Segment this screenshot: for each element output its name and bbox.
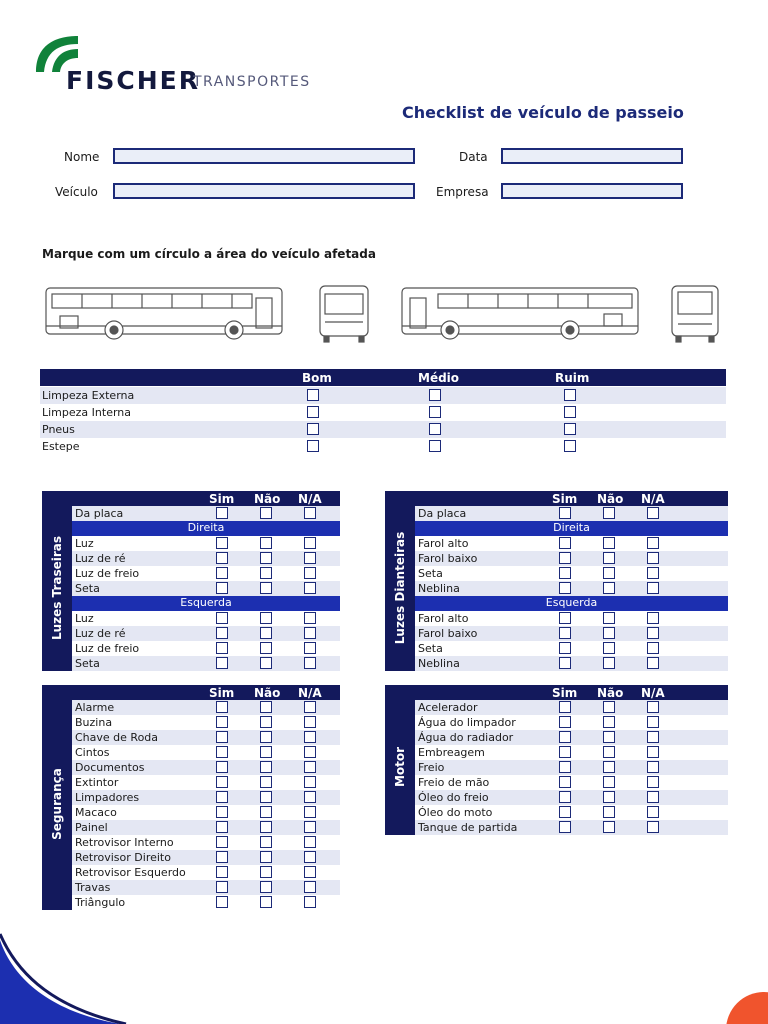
row-label: Freio	[418, 761, 445, 774]
na-checkbox[interactable]	[304, 836, 316, 848]
sim-checkbox[interactable]	[216, 776, 228, 788]
na-checkbox[interactable]	[647, 821, 659, 833]
instruction-text: Marque com um círculo a área do veículo afetada	[42, 247, 376, 261]
table-row	[415, 641, 728, 656]
row-label: Travas	[75, 881, 111, 894]
row-label: Água do radiador	[418, 731, 514, 744]
sim-checkbox[interactable]	[216, 537, 228, 549]
row-label: Acelerador	[418, 701, 478, 714]
nao-checkbox[interactable]	[260, 537, 272, 549]
na-checkbox[interactable]	[304, 821, 316, 833]
col-sim: Sim	[209, 686, 235, 700]
sim-checkbox[interactable]	[216, 866, 228, 878]
section-title: Segurança	[50, 768, 64, 840]
nao-checkbox[interactable]	[260, 716, 272, 728]
na-checkbox[interactable]	[304, 866, 316, 878]
sim-checkbox[interactable]	[216, 761, 228, 773]
col-sim: Sim	[552, 492, 578, 506]
sim-checkbox[interactable]	[216, 582, 228, 594]
corner-circle-decoration	[724, 990, 768, 1024]
table-row	[415, 581, 728, 596]
sim-checkbox[interactable]	[216, 821, 228, 833]
nao-checkbox[interactable]	[260, 836, 272, 848]
nao-checkbox[interactable]	[603, 701, 615, 713]
page-title: Checklist de veículo de passeio	[402, 103, 684, 122]
sim-checkbox[interactable]	[216, 612, 228, 624]
nao-checkbox[interactable]	[603, 716, 615, 728]
sim-checkbox[interactable]	[216, 731, 228, 743]
sim-checkbox[interactable]	[216, 836, 228, 848]
table-row	[72, 611, 340, 626]
na-checkbox[interactable]	[647, 806, 659, 818]
sim-checkbox[interactable]	[559, 746, 571, 758]
na-checkbox[interactable]	[304, 776, 316, 788]
sim-checkbox[interactable]	[559, 552, 571, 564]
na-checkbox[interactable]	[647, 761, 659, 773]
brand-tagline: TRANSPORTES	[193, 74, 311, 90]
date-label: Data	[459, 150, 488, 164]
nao-checkbox[interactable]	[603, 821, 615, 833]
sim-checkbox[interactable]	[216, 642, 228, 654]
nao-checkbox[interactable]	[260, 806, 272, 818]
col-na: N/A	[641, 686, 665, 700]
row-label: Embreagem	[418, 746, 485, 759]
sim-checkbox[interactable]	[559, 731, 571, 743]
col-na: N/A	[298, 492, 322, 506]
na-checkbox[interactable]	[304, 657, 316, 669]
sim-checkbox[interactable]	[216, 716, 228, 728]
row-label: Retrovisor Interno	[75, 836, 174, 849]
panel-header	[42, 685, 340, 700]
table-row	[40, 387, 726, 404]
nao-checkbox[interactable]	[260, 761, 272, 773]
row-label: Água do limpador	[418, 716, 516, 729]
na-checkbox[interactable]	[304, 701, 316, 713]
table-row	[72, 715, 340, 730]
vehicle-diagram[interactable]	[42, 280, 732, 344]
na-checkbox[interactable]	[304, 627, 316, 639]
bom-checkbox[interactable]	[307, 440, 319, 452]
table-row	[40, 438, 726, 455]
nao-checkbox[interactable]	[260, 821, 272, 833]
row-label: Documentos	[75, 761, 145, 774]
nao-checkbox[interactable]	[603, 806, 615, 818]
sim-checkbox[interactable]	[216, 627, 228, 639]
na-checkbox[interactable]	[647, 776, 659, 788]
table-row	[72, 536, 340, 551]
row-label: Neblina	[418, 582, 460, 595]
sim-checkbox[interactable]	[559, 567, 571, 579]
na-checkbox[interactable]	[647, 746, 659, 758]
row-label: Tanque de partida	[418, 821, 518, 834]
nao-checkbox[interactable]	[603, 761, 615, 773]
nao-checkbox[interactable]	[260, 881, 272, 893]
row-label: Luz	[75, 612, 94, 625]
brand-name: FISCHER	[66, 66, 200, 95]
sim-checkbox[interactable]	[216, 806, 228, 818]
medio-checkbox[interactable]	[429, 389, 441, 401]
sim-checkbox[interactable]	[216, 552, 228, 564]
nao-checkbox[interactable]	[260, 866, 272, 878]
na-checkbox[interactable]	[647, 716, 659, 728]
sim-checkbox[interactable]	[559, 821, 571, 833]
ruim-checkbox[interactable]	[564, 406, 576, 418]
row-label: Seta	[418, 567, 443, 580]
na-checkbox[interactable]	[647, 612, 659, 624]
section-title: Motor	[393, 746, 407, 787]
nao-checkbox[interactable]	[260, 552, 272, 564]
condition-header	[40, 369, 726, 386]
sim-checkbox[interactable]	[559, 582, 571, 594]
sim-checkbox[interactable]	[559, 627, 571, 639]
nao-checkbox[interactable]	[603, 657, 615, 669]
nao-checkbox[interactable]	[260, 567, 272, 579]
sim-checkbox[interactable]	[216, 896, 228, 908]
na-checkbox[interactable]	[647, 537, 659, 549]
vehicle-field[interactable]	[113, 183, 415, 199]
col-nao: Não	[597, 492, 624, 506]
nao-checkbox[interactable]	[603, 627, 615, 639]
row-label: Farol alto	[418, 612, 469, 625]
na-checkbox[interactable]	[304, 731, 316, 743]
sim-checkbox[interactable]	[216, 791, 228, 803]
medio-checkbox[interactable]	[429, 423, 441, 435]
row-label: Luz	[75, 537, 94, 550]
na-checkbox[interactable]	[304, 896, 316, 908]
subsection-header: Esquerda	[415, 596, 728, 611]
na-checkbox[interactable]	[304, 716, 316, 728]
medio-checkbox[interactable]	[429, 440, 441, 452]
section-title: Luzes Traseiras	[50, 535, 64, 640]
sim-checkbox[interactable]	[559, 716, 571, 728]
row-label: Óleo do freio	[418, 791, 489, 804]
subsection-header: Direita	[72, 521, 340, 536]
col-sim: Sim	[209, 492, 235, 506]
col-nao: Não	[597, 686, 624, 700]
na-checkbox[interactable]	[304, 567, 316, 579]
nao-checkbox[interactable]	[260, 701, 272, 713]
bus-side-left	[46, 288, 282, 339]
row-label: Pneus	[42, 423, 75, 436]
subsection-header: Direita	[415, 521, 728, 536]
na-checkbox[interactable]	[304, 642, 316, 654]
name-field[interactable]	[113, 148, 415, 164]
nao-checkbox[interactable]	[603, 507, 615, 519]
sim-checkbox[interactable]	[559, 537, 571, 549]
nao-checkbox[interactable]	[603, 746, 615, 758]
table-row	[40, 404, 726, 421]
na-checkbox[interactable]	[647, 731, 659, 743]
na-checkbox[interactable]	[647, 791, 659, 803]
nao-checkbox[interactable]	[603, 537, 615, 549]
sim-checkbox[interactable]	[559, 612, 571, 624]
nao-checkbox[interactable]	[260, 582, 272, 594]
subsection-header: Esquerda	[72, 596, 340, 611]
nao-checkbox[interactable]	[603, 731, 615, 743]
nao-checkbox[interactable]	[260, 746, 272, 758]
na-checkbox[interactable]	[647, 507, 659, 519]
sim-checkbox[interactable]	[216, 507, 228, 519]
ruim-checkbox[interactable]	[564, 389, 576, 401]
table-row	[415, 656, 728, 671]
col-medio: Médio	[418, 371, 460, 385]
nao-checkbox[interactable]	[603, 612, 615, 624]
table-row	[72, 820, 340, 835]
na-checkbox[interactable]	[304, 507, 316, 519]
nao-checkbox[interactable]	[603, 642, 615, 654]
row-label: Seta	[75, 582, 100, 595]
na-checkbox[interactable]	[304, 761, 316, 773]
na-checkbox[interactable]	[304, 537, 316, 549]
bom-checkbox[interactable]	[307, 389, 319, 401]
nao-checkbox[interactable]	[260, 507, 272, 519]
row-label: Painel	[75, 821, 108, 834]
ruim-checkbox[interactable]	[564, 440, 576, 452]
row-label: Cintos	[75, 746, 110, 759]
row-label: Buzina	[75, 716, 113, 729]
bom-checkbox[interactable]	[307, 406, 319, 418]
na-checkbox[interactable]	[304, 612, 316, 624]
sim-checkbox[interactable]	[559, 791, 571, 803]
bus-side-right	[402, 288, 638, 339]
row-label: Neblina	[418, 657, 460, 670]
nao-checkbox[interactable]	[260, 612, 272, 624]
table-row	[72, 880, 340, 895]
na-checkbox[interactable]	[647, 701, 659, 713]
col-na: N/A	[298, 686, 322, 700]
row-label: Limpadores	[75, 791, 140, 804]
nao-checkbox[interactable]	[260, 642, 272, 654]
row-label: Luz de freio	[75, 642, 140, 655]
panel-header	[42, 491, 340, 506]
bus-front	[320, 286, 368, 342]
table-row	[415, 760, 728, 775]
na-checkbox[interactable]	[647, 627, 659, 639]
na-checkbox[interactable]	[647, 567, 659, 579]
bom-checkbox[interactable]	[307, 423, 319, 435]
row-label: Freio de mão	[418, 776, 490, 789]
sim-checkbox[interactable]	[216, 567, 228, 579]
sim-checkbox[interactable]	[559, 642, 571, 654]
table-row	[72, 656, 340, 671]
vehicle-label: Veículo	[55, 185, 98, 199]
table-row	[72, 745, 340, 760]
col-na: N/A	[641, 492, 665, 506]
sim-checkbox[interactable]	[559, 761, 571, 773]
name-label: Nome	[64, 150, 100, 164]
row-label: Extintor	[75, 776, 119, 789]
na-checkbox[interactable]	[647, 657, 659, 669]
sim-checkbox[interactable]	[216, 701, 228, 713]
na-checkbox[interactable]	[647, 582, 659, 594]
medio-checkbox[interactable]	[429, 406, 441, 418]
nao-checkbox[interactable]	[260, 731, 272, 743]
nao-checkbox[interactable]	[603, 552, 615, 564]
row-label: Luz de ré	[75, 552, 126, 565]
row-label: Luz de freio	[75, 567, 140, 580]
sim-checkbox[interactable]	[216, 657, 228, 669]
na-checkbox[interactable]	[304, 746, 316, 758]
col-nao: Não	[254, 492, 281, 506]
date-field[interactable]	[501, 148, 683, 164]
na-checkbox[interactable]	[304, 791, 316, 803]
sim-checkbox[interactable]	[559, 507, 571, 519]
row-label: Óleo do moto	[418, 806, 493, 819]
sim-checkbox[interactable]	[216, 851, 228, 863]
sim-checkbox[interactable]	[559, 657, 571, 669]
na-checkbox[interactable]	[304, 806, 316, 818]
sim-checkbox[interactable]	[216, 746, 228, 758]
row-label: Estepe	[42, 440, 80, 453]
corner-wave-decoration	[0, 930, 130, 1024]
row-label: Retrovisor Direito	[75, 851, 171, 864]
sim-checkbox[interactable]	[559, 806, 571, 818]
row-label: Chave de Roda	[75, 731, 159, 744]
row-label: Farol baixo	[418, 552, 478, 565]
row-label: Luz de ré	[75, 627, 126, 640]
sim-checkbox[interactable]	[216, 881, 228, 893]
col-ruim: Ruim	[555, 371, 590, 385]
row-label: Limpeza Externa	[42, 389, 135, 402]
row-label: Da placa	[75, 507, 124, 520]
ruim-checkbox[interactable]	[564, 423, 576, 435]
nao-checkbox[interactable]	[603, 776, 615, 788]
row-label: Farol baixo	[418, 627, 478, 640]
row-label: Retrovisor Esquerdo	[75, 866, 186, 879]
table-row	[40, 421, 726, 438]
nao-checkbox[interactable]	[260, 627, 272, 639]
na-checkbox[interactable]	[647, 642, 659, 654]
na-checkbox[interactable]	[647, 552, 659, 564]
nao-checkbox[interactable]	[260, 851, 272, 863]
bus-rear	[672, 286, 718, 342]
row-label: Da placa	[418, 507, 467, 520]
na-checkbox[interactable]	[304, 552, 316, 564]
nao-checkbox[interactable]	[260, 657, 272, 669]
table-row	[72, 581, 340, 596]
col-sim: Sim	[552, 686, 578, 700]
col-bom: Bom	[302, 371, 332, 385]
row-label: Triângulo	[75, 896, 126, 909]
row-label: Alarme	[75, 701, 115, 714]
col-nao: Não	[254, 686, 281, 700]
nao-checkbox[interactable]	[260, 791, 272, 803]
sim-checkbox[interactable]	[559, 776, 571, 788]
nao-checkbox[interactable]	[603, 791, 615, 803]
row-label: Macaco	[75, 806, 117, 819]
section-title: Luzes Dianteiras	[393, 531, 407, 644]
nao-checkbox[interactable]	[603, 567, 615, 579]
row-label: Seta	[75, 657, 100, 670]
nao-checkbox[interactable]	[260, 896, 272, 908]
na-checkbox[interactable]	[304, 851, 316, 863]
row-label: Limpeza Interna	[42, 406, 131, 419]
company-field[interactable]	[501, 183, 683, 199]
table-row	[415, 566, 728, 581]
row-label: Farol alto	[418, 537, 469, 550]
nao-checkbox[interactable]	[603, 582, 615, 594]
company-label: Empresa	[436, 185, 489, 199]
nao-checkbox[interactable]	[260, 776, 272, 788]
na-checkbox[interactable]	[304, 582, 316, 594]
na-checkbox[interactable]	[304, 881, 316, 893]
row-label: Seta	[418, 642, 443, 655]
sim-checkbox[interactable]	[559, 701, 571, 713]
